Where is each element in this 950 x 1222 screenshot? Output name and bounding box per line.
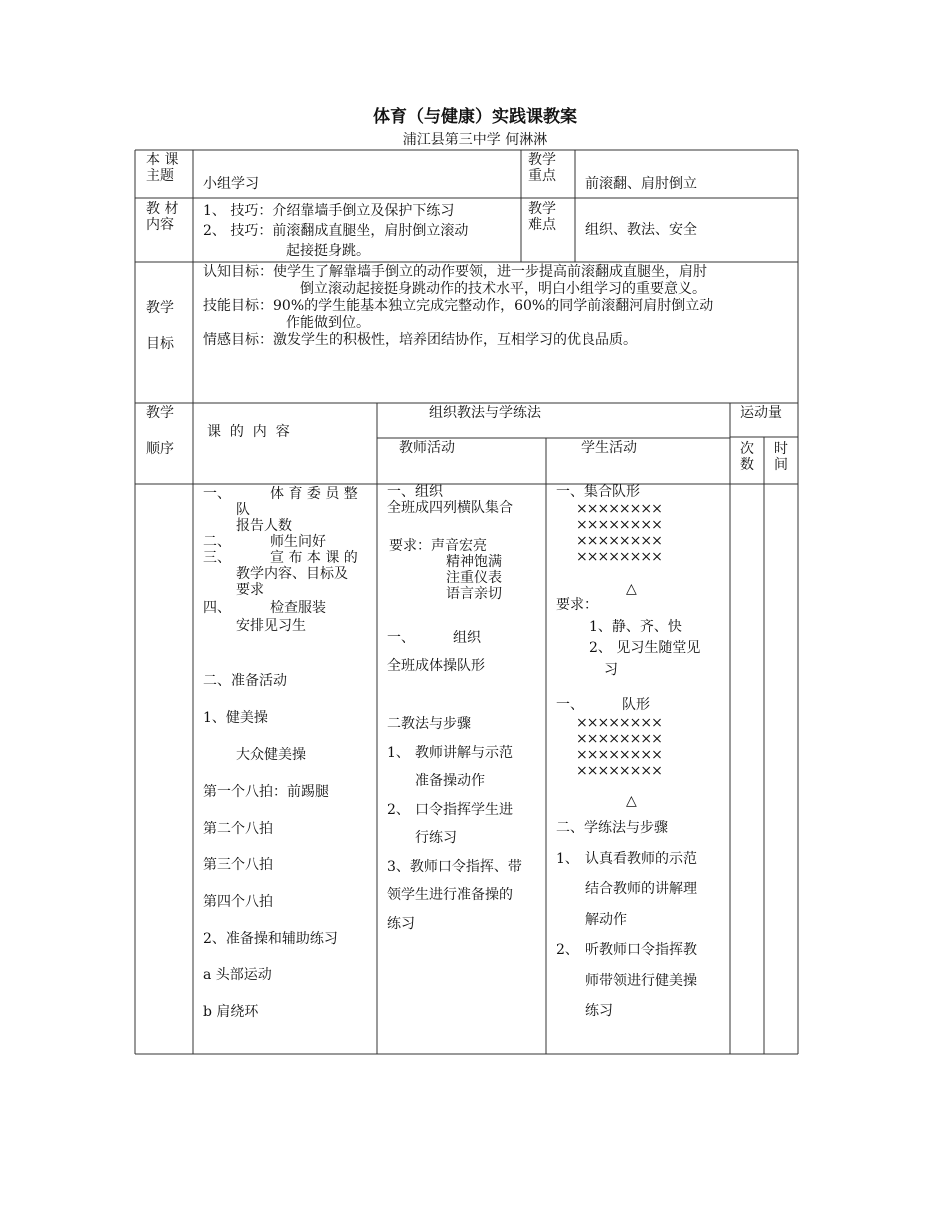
order-header-2: 顺序 xyxy=(146,441,174,457)
objective-affective: 情感目标：激发学生的积极性，培养团结协作，互相学习的优良品质。 xyxy=(203,332,637,348)
teacher-line: 准备操动作 xyxy=(415,773,485,789)
key-point-label-2: 重点 xyxy=(528,168,556,184)
document-subtitle: 浦江县第三中学 何淋淋 xyxy=(402,132,548,148)
teacher-line: 领学生进行准备操的 xyxy=(387,887,513,903)
teacher-line: 全班成体操队形 xyxy=(387,658,485,674)
content-line: 队 xyxy=(236,502,250,518)
material-item-3: 起接挺身跳。 xyxy=(286,243,370,259)
teacher-line: 教师讲解与示范 xyxy=(415,745,513,761)
content-line: 三、 xyxy=(203,550,231,566)
method-header: 组织教法与学练法 xyxy=(429,405,541,421)
objectives-label-2: 目标 xyxy=(146,336,174,352)
objectives-label: 教学 xyxy=(146,300,174,316)
objective-cognitive: 认知目标：使学生了解靠墙手倒立的动作要领，进一步提高前滚翻成直腿坐，肩肘 xyxy=(203,264,707,280)
student-line: 1、 xyxy=(556,851,579,867)
objective-skill-cont: 作能做到位。 xyxy=(286,315,370,331)
student-line: 要求： xyxy=(556,597,598,613)
formation-row: ×××××××× xyxy=(576,533,662,549)
content-line: 大众健美操 xyxy=(236,747,306,763)
teacher-line: 口令指挥学生进 xyxy=(415,802,513,818)
student-line: 听教师口令指挥教 xyxy=(585,942,697,958)
content-line: 四、 xyxy=(203,600,231,616)
content-line: 第二个八拍 xyxy=(203,821,273,837)
content-line: 检查服装 xyxy=(270,600,326,616)
duration-header-2: 间 xyxy=(774,457,788,473)
content-line: 宣 布 本 课 的 xyxy=(270,550,358,566)
material-label: 教 材 xyxy=(146,201,179,217)
formation-row: ×××××××× xyxy=(576,763,662,779)
material-item-1: 1、 技巧：介绍靠墙手倒立及保护下练习 xyxy=(203,203,455,219)
formation-row: ×××××××× xyxy=(576,549,662,565)
student-line: 师带领进行健美操 xyxy=(585,973,697,989)
material-label-2: 内容 xyxy=(146,217,174,233)
teacher-line: 一、 xyxy=(387,630,415,646)
student-line: 队形 xyxy=(622,697,650,713)
teacher-line: 注重仪表 xyxy=(446,570,502,586)
content-line: 要求 xyxy=(236,582,264,598)
content-line: 第三个八拍 xyxy=(203,857,273,873)
content-line: 体 育 委 员 整 xyxy=(270,486,358,502)
teacher-line: 行练习 xyxy=(415,830,457,846)
content-line: 2、准备操和辅助练习 xyxy=(203,931,338,947)
teacher-line: 要求：声音宏亮 xyxy=(389,538,487,554)
key-point-value: 前滚翻、肩肘倒立 xyxy=(585,176,697,192)
times-header-2: 数 xyxy=(740,457,754,473)
student-activity-header: 学生活动 xyxy=(581,440,637,456)
content-header: 课 的 内 容 xyxy=(207,424,290,440)
formation-row: ×××××××× xyxy=(576,747,662,763)
content-line: 一、 xyxy=(203,486,231,502)
teacher-line: 1、 xyxy=(387,745,410,761)
key-point-label: 教学 xyxy=(528,152,556,168)
teacher-line: 语言亲切 xyxy=(446,586,502,602)
difficulty-label-2: 难点 xyxy=(528,217,556,233)
content-line: b 肩绕环 xyxy=(203,1004,259,1020)
formation-row: ×××××××× xyxy=(576,731,662,747)
student-line: 认真看教师的示范 xyxy=(585,851,697,867)
teacher-line: 二教法与步骤 xyxy=(387,716,471,732)
content-line: 教学内容、目标及 xyxy=(236,566,348,582)
content-line: 报告人数 xyxy=(236,518,292,534)
teacher-line: 3、教师口令指挥、带 xyxy=(387,859,522,875)
teacher-line: 组织 xyxy=(453,630,481,646)
teacher-activity-header: 教师活动 xyxy=(399,440,455,456)
difficulty-label: 教学 xyxy=(528,201,556,217)
student-line: 结合教师的讲解理 xyxy=(585,881,697,897)
student-line: 2、 见习生随堂见 xyxy=(589,640,701,656)
student-line: 一、 xyxy=(556,697,584,713)
order-header: 教学 xyxy=(146,405,174,421)
student-line: 一、集合队形 xyxy=(556,484,640,500)
student-line: 练习 xyxy=(585,1003,613,1019)
student-line: 二、学练法与步骤 xyxy=(556,820,668,836)
times-header: 次 xyxy=(740,441,754,457)
teacher-position-triangle: △ xyxy=(626,581,637,597)
topic-value: 小组学习 xyxy=(203,176,259,192)
content-line: 二、 xyxy=(203,534,231,550)
duration-header: 时 xyxy=(774,441,788,457)
content-line: 安排见习生 xyxy=(236,618,306,634)
content-line: 二、准备活动 xyxy=(203,673,287,689)
content-line: 第四个八拍 xyxy=(203,894,273,910)
content-line: 师生问好 xyxy=(270,534,326,550)
difficulty-value: 组织、教法、安全 xyxy=(585,222,697,238)
teacher-line: 练习 xyxy=(387,916,415,932)
teacher-line: 2、 xyxy=(387,802,410,818)
document-title: 体育（与健康）实践课教案 xyxy=(373,107,577,127)
formation-row: ×××××××× xyxy=(576,501,662,517)
teacher-line: 精神饱满 xyxy=(446,554,502,570)
content-line: a 头部运动 xyxy=(203,967,272,983)
student-line: 解动作 xyxy=(585,912,627,928)
topic-label: 本 课 xyxy=(146,152,179,168)
load-header: 运动量 xyxy=(740,405,782,421)
material-item-2: 2、 技巧：前滚翻成直腿坐，肩肘倒立滚动 xyxy=(203,223,469,239)
formation-row: ×××××××× xyxy=(576,715,662,731)
objective-skill: 技能目标：90%的学生能基本独立完成完整动作，60%的同学前滚翻河肩肘倒立动 xyxy=(203,298,714,314)
teacher-line: 一、组织 xyxy=(387,484,443,500)
content-line: 第一个八拍：前踢腿 xyxy=(203,784,329,800)
teacher-position-triangle: △ xyxy=(626,793,637,809)
topic-label-2: 主题 xyxy=(146,168,174,184)
student-line: 习 xyxy=(604,662,618,678)
teacher-line: 全班成四列横队集合 xyxy=(387,500,513,516)
objective-cognitive-cont: 倒立滚动起接挺身跳动作的技术水平，明白小组学习的重要意义。 xyxy=(300,281,706,297)
formation-row: ×××××××× xyxy=(576,517,662,533)
student-line: 1、静、齐、快 xyxy=(589,619,682,635)
content-line: 1、健美操 xyxy=(203,710,268,726)
student-line: 2、 xyxy=(556,942,579,958)
